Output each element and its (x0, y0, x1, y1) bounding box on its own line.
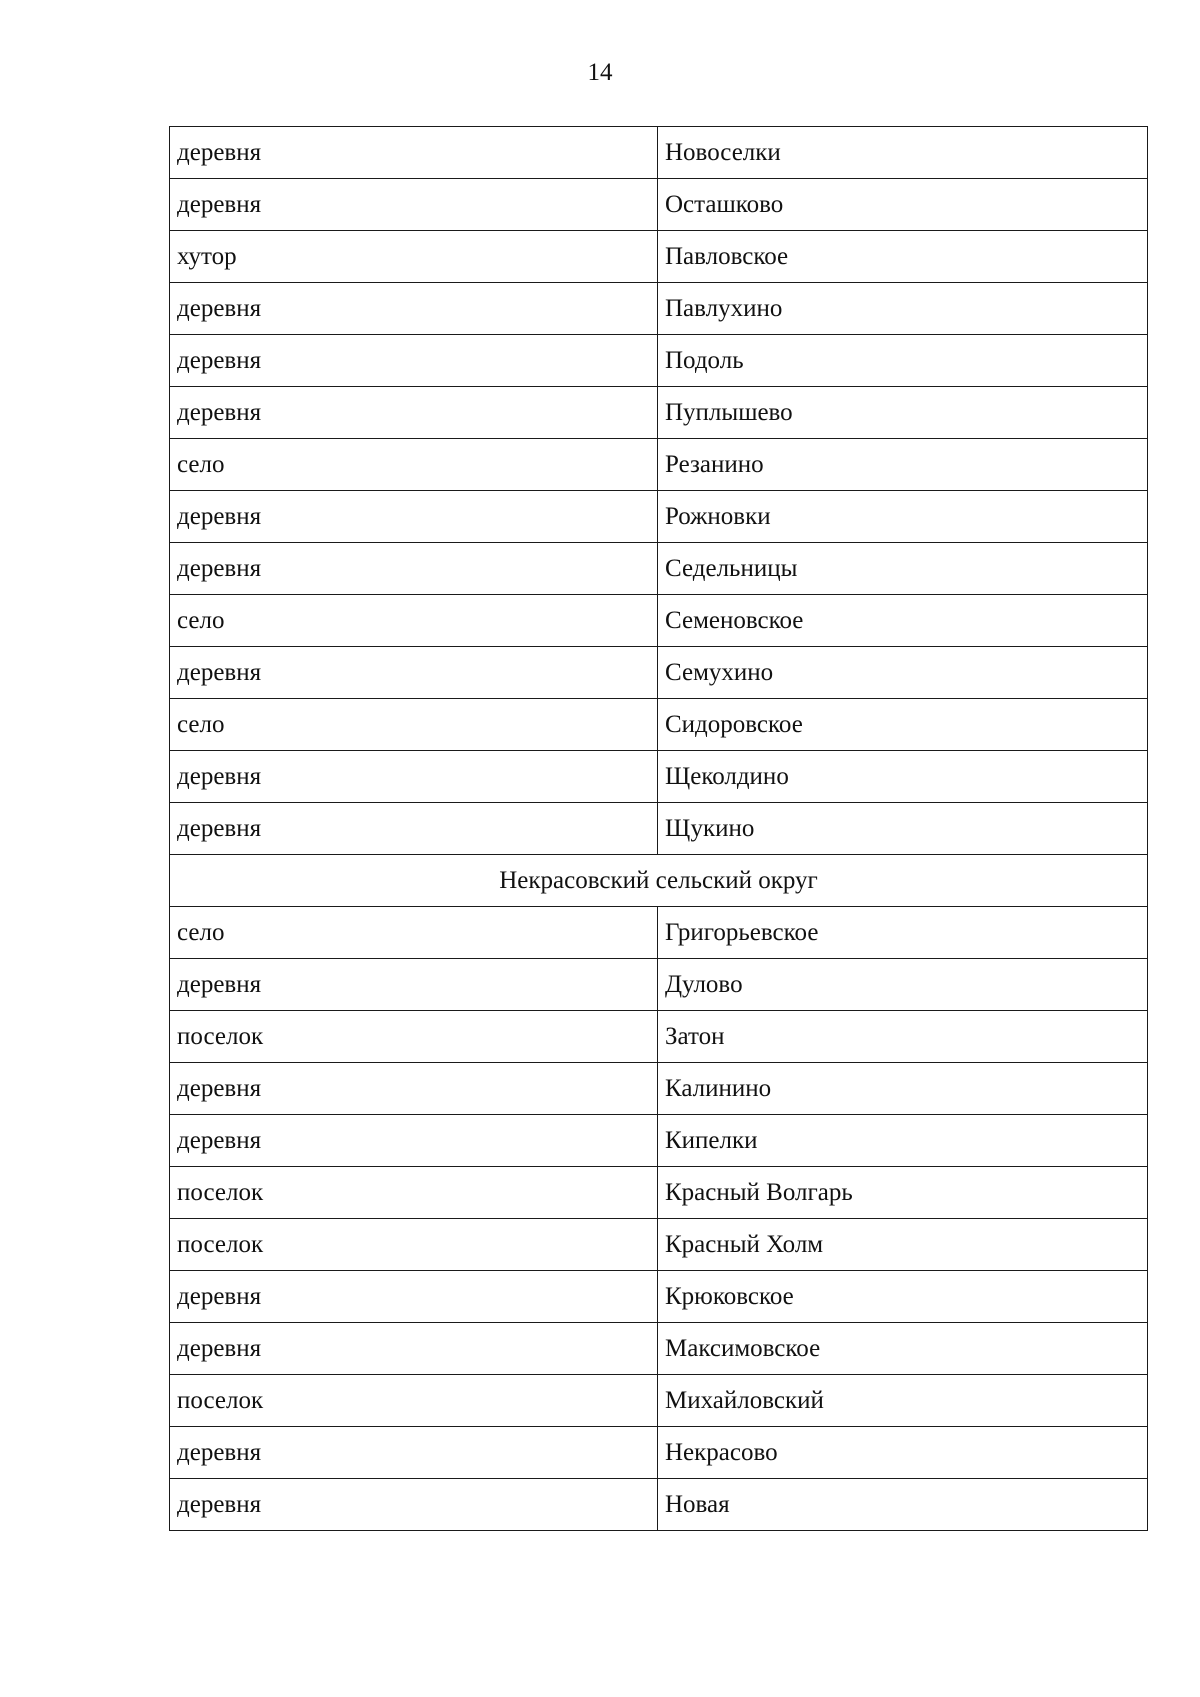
settlement-name-cell: Новоселки (658, 127, 1148, 179)
settlements-table-body (170, 127, 1148, 1531)
settlement-type-cell: деревня (170, 647, 658, 699)
table-row (170, 1167, 1148, 1219)
settlement-type-cell: деревня (170, 959, 658, 1011)
table-row (170, 127, 1148, 179)
table-row (170, 179, 1148, 231)
settlement-type-cell: деревня (170, 543, 658, 595)
table-row (170, 231, 1148, 283)
settlement-name-cell: Затон (658, 1011, 1148, 1063)
settlement-type-cell: поселок (170, 1375, 658, 1427)
settlement-name-cell: Семухино (658, 647, 1148, 699)
settlement-name-cell: Павлухино (658, 283, 1148, 335)
settlement-type-cell: деревня (170, 1479, 658, 1531)
table-row (170, 1479, 1148, 1531)
settlement-type-cell: деревня (170, 179, 658, 231)
settlement-type-cell: деревня (170, 387, 658, 439)
table-row (170, 283, 1148, 335)
table-row (170, 1115, 1148, 1167)
table-row (170, 1375, 1148, 1427)
settlement-name-cell: Подоль (658, 335, 1148, 387)
table-row (170, 1011, 1148, 1063)
settlement-name-cell: Резанино (658, 439, 1148, 491)
table-row (170, 335, 1148, 387)
settlement-name-cell: Григорьевское (658, 907, 1148, 959)
settlement-type-cell: деревня (170, 1115, 658, 1167)
settlement-name-cell: Новая (658, 1479, 1148, 1531)
table-row (170, 699, 1148, 751)
table-row (170, 439, 1148, 491)
settlement-type-cell: деревня (170, 1323, 658, 1375)
settlement-name-cell: Красный Волгарь (658, 1167, 1148, 1219)
settlement-type-cell: деревня (170, 335, 658, 387)
settlement-name-cell: Щукино (658, 803, 1148, 855)
settlement-name-cell: Павловское (658, 231, 1148, 283)
table-row (170, 387, 1148, 439)
settlement-type-cell: село (170, 699, 658, 751)
table-row (170, 647, 1148, 699)
table-row (170, 1271, 1148, 1323)
settlement-name-cell: Некрасово (658, 1427, 1148, 1479)
settlement-type-cell: хутор (170, 231, 658, 283)
table-row (170, 543, 1148, 595)
settlement-type-cell: поселок (170, 1011, 658, 1063)
settlement-type-cell: деревня (170, 751, 658, 803)
table-row (170, 751, 1148, 803)
settlement-name-cell: Дулово (658, 959, 1148, 1011)
section-title: Некрасовский сельский округ (170, 855, 1148, 907)
settlement-name-cell: Калинино (658, 1063, 1148, 1115)
table-row (170, 491, 1148, 543)
settlement-type-cell: село (170, 907, 658, 959)
settlement-name-cell: Семеновское (658, 595, 1148, 647)
table-row (170, 1063, 1148, 1115)
settlement-type-cell: деревня (170, 1271, 658, 1323)
table-row (170, 1323, 1148, 1375)
settlement-name-cell: Осташково (658, 179, 1148, 231)
section-header-row (170, 855, 1148, 907)
settlement-type-cell: деревня (170, 283, 658, 335)
settlement-type-cell: деревня (170, 1427, 658, 1479)
table-row (170, 959, 1148, 1011)
settlement-name-cell: Кипелки (658, 1115, 1148, 1167)
table-row (170, 1219, 1148, 1271)
settlement-type-cell: поселок (170, 1219, 658, 1271)
settlement-type-cell: деревня (170, 491, 658, 543)
settlement-type-cell: село (170, 595, 658, 647)
settlement-name-cell: Щеколдино (658, 751, 1148, 803)
settlement-name-cell: Седельницы (658, 543, 1148, 595)
table-row (170, 1427, 1148, 1479)
settlement-type-cell: село (170, 439, 658, 491)
page-number: 14 (587, 59, 613, 86)
settlement-name-cell: Крюковское (658, 1271, 1148, 1323)
settlement-type-cell: деревня (170, 1063, 658, 1115)
settlement-name-cell: Максимовское (658, 1323, 1148, 1375)
settlement-type-cell: поселок (170, 1167, 658, 1219)
settlement-name-cell: Пуплышево (658, 387, 1148, 439)
table-row (170, 907, 1148, 959)
table-row (170, 595, 1148, 647)
settlement-name-cell: Сидоровское (658, 699, 1148, 751)
settlement-name-cell: Рожновки (658, 491, 1148, 543)
settlement-name-cell: Михайловский (658, 1375, 1148, 1427)
table-row (170, 803, 1148, 855)
settlement-type-cell: деревня (170, 803, 658, 855)
settlement-name-cell: Красный Холм (658, 1219, 1148, 1271)
settlement-type-cell: деревня (170, 127, 658, 179)
settlements-table (169, 126, 1148, 1531)
